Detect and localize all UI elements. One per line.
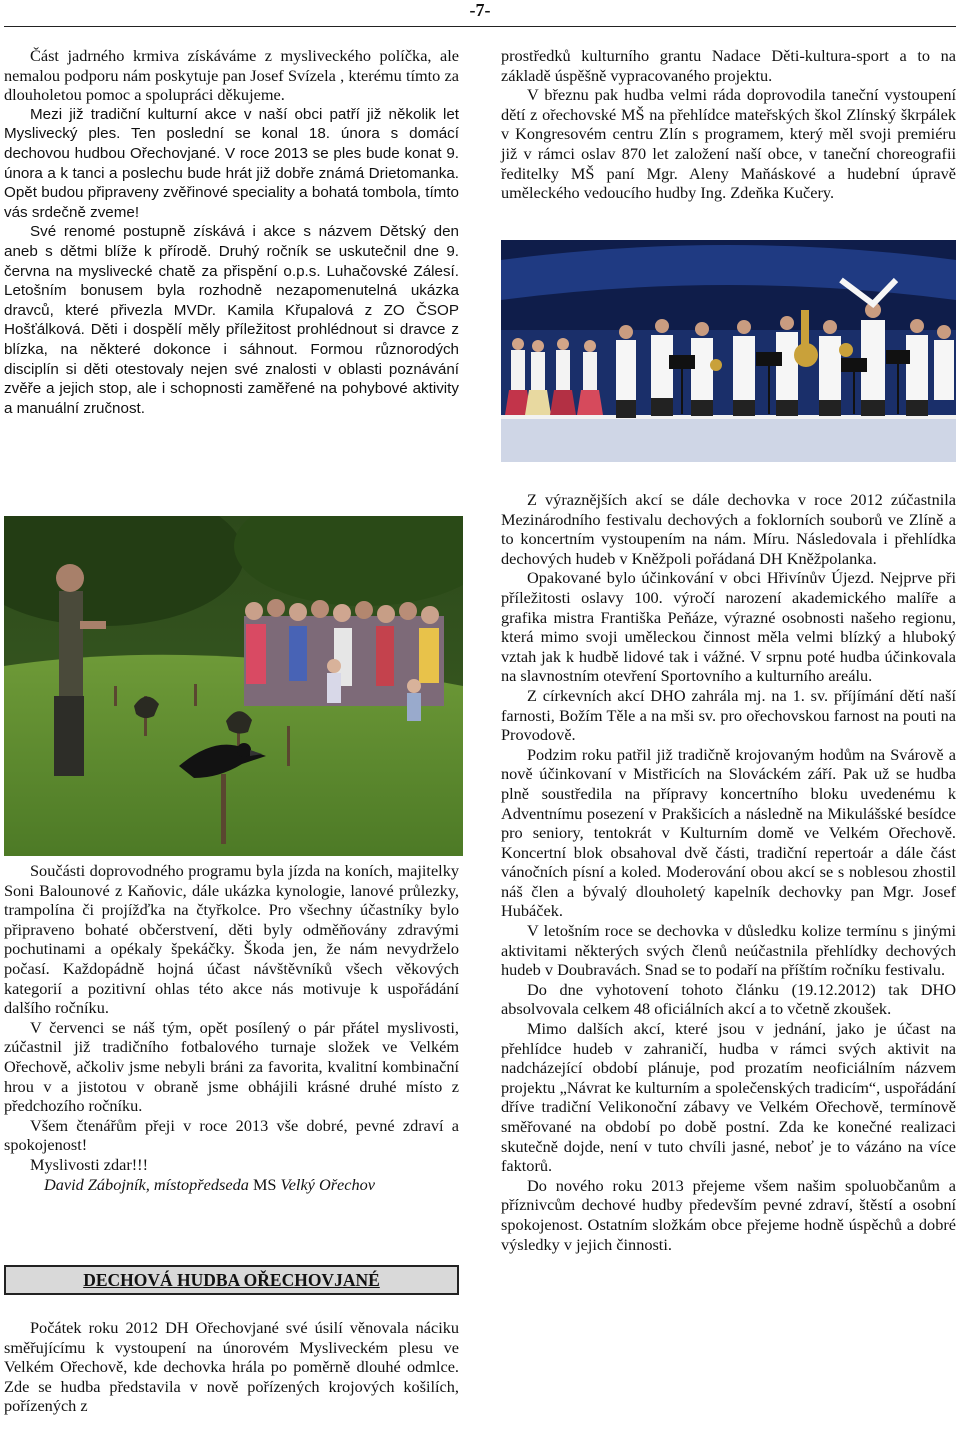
left-column-after-headline bbox=[4, 1318, 459, 1416]
signature-org: MS bbox=[252, 1174, 277, 1194]
paragraph: Své renomé postupně získává i akce s názvem Dětský den aneb s dětmi blíže k přírodě. Druhý ročník se uskutečnil dne 9. června na myslivecké chatě za přispění o.p.s. Luhačovské Zálesí. Letošním bonusem byla rozhodně nezapomenutelná ukázka dravců, které přivezla MVDr. Kamila Křupalová z ZO ČSOP Hošťálková. Děti i dospělí měly příležitost prohlédnout si dravce z blízka, na některé dokonce i sáhnout. Formou různorodých disciplín si děti otestovaly nejen své znalosti v oblasti poznávání zvěře a jejich stop, ale i schopnosti zaměřené na pohybové aktivity a manuální zručnost. bbox=[4, 223, 459, 417]
signature-name: David Zábojník, místopředseda bbox=[44, 1174, 253, 1194]
left-column-bottom bbox=[4, 861, 459, 1194]
paragraph: Všem čtenářům přeji v roce 2013 vše dobré, pevné zdraví a spokojenost! bbox=[4, 1115, 459, 1155]
left-column-top bbox=[4, 46, 459, 418]
paragraph: prostředků kulturního grantu Nadace Děti-kultura-sport a to na základě úspěšně vypracovaného projektu. bbox=[501, 46, 956, 85]
paragraph: Podzim roku patřil již tradičně krojovaným hodům na Svárově a nově účinkovaní v Mistřicích na Slováckém září. Pak už se hudba plně soustředila na přípravy koncertního bloku uvedenému k Adventnímu posezení v Prakšicích a následně na Mikulášské besídce pro seniory, tentokrát v Kulturním domě ve Velkém Ořechově. Koncertní blok obsahoval dvě části, tradiční repertoár a dále část vánočních písní a koled. Moderování obou akcí se s noblesou zhostil náš člen a bývalý dlouholetý kapelník dechovky pan Mgr. Josef Hubáček. bbox=[501, 744, 956, 921]
section-headline: DECHOVÁ HUDBA OŘECHOVJANÉ bbox=[4, 1265, 459, 1295]
paragraph: Součásti doprovodného programu byla jízda na koních, majitelky Soni Balounové z Kaňovic, dále ukázka kynologie, lanové průlezky, trampolína či projížďka na čtyřkolce. Pro všechny účastníky bylo připraveno bohaté občerstvení, děti byly odměňovány zdravými pochutinami a opékaly špekáčky. Škoda jen, že nám nevydrželo počasí. Každopádně hojná účast návštěvníků všech věkových kategorií a pozitivní ohlas této akce nás motivuje k uspořádání dalšího ročníku. bbox=[4, 861, 459, 1018]
birds-of-prey-photo bbox=[4, 516, 463, 856]
paragraph: Počátek roku 2012 DH Ořechovjané své úsilí věnovala náciku směřujícímu k vystoupení na únorovém Mysliveckém plesu ve Velkém Ořechově, kde dechovka hrála po poměrně dlouhé odmlce. Zde se hudba představila v nově pořízených krojových košilích, pořízených z bbox=[4, 1318, 459, 1416]
paragraph: Z výraznějších akcí se dále dechovka v roce 2012 zúčastnila Mezinárodního festivalu dechových a foklorních souborů ve Zlíně a to koncertním vystoupením na nám. Míru. Následovala i přehlídka dechových hudeb v Kněžpoli pořádaná DH Kněžpolanka. bbox=[501, 490, 956, 568]
paragraph: V letošním roce se dechovka v důsledku kolize termínu s jinými aktivitami některých svých členů neúčastnila přehlídky dechových hudeb v Doubravách. Snad se to podaří na příštím ročníku festivalu. bbox=[501, 921, 956, 980]
paragraph: Opakované bylo účinkování v obci Hřivínův Újezd. Nejprve při příležitosti oslavy 100. výročí narození akademického malíře a grafika mistra Františka Peňáze, výrazné osobnosti našeho regionu, která mimo svoji uměleckou činnost měla velmi blízký a hluboký vztah jak k hudbě lidové tak i vážné. V srpnu poté hudba účinkovala na slavnostním otevření Sportovního a kulturního areálu. bbox=[501, 568, 956, 686]
paragraph: Do nového roku 2013 přejeme všem našim spoluobčanům a příznivcům dechové hudby především pevné zdraví, štěstí a osobní spokojenost. Ostatním složkám obce přejeme hodně úspěchů a dobré výsledky v jejich činnosti. bbox=[501, 1175, 956, 1254]
paragraph: Myslivosti zdar!!! bbox=[30, 1154, 149, 1174]
brass-band-concert-photo bbox=[501, 240, 956, 462]
signature-place: Velký Ořechov bbox=[276, 1174, 376, 1194]
paragraph: Mimo dalších akcí, které jsou v jednání, jako je účast na přehlídce hudeb v zahraničí, hudba v rámci svých aktivit na nadcházející období plánuje, pod prozatím neoficiálním názvem projektu „Návrat ke kulturním a společenských tradicím“, uspořádání dříve tradiční Velikonoční zábavy ve Velkém Ořechově, termínově směřované na období po době postní. Zda ke konečné realizaci skutečně dojde, není v tuto chvíli jasné, neboť je to vázáno na více faktorů. bbox=[501, 1019, 956, 1176]
paragraph: Mezi již tradiční kulturní akce v naší obci patří již několik let Myslivecký ples. Ten poslední se konal 18. února s domácí dechovou hudbou Ořechovjané. V roce 2013 se ples bude konat 9. února a k tanci a poslechu bude hrát již dobře známá Drietomanka. Opět budou připraveny zvěřinové speciality a bohatá tombola, tímto vás srdečně zveme! bbox=[4, 105, 459, 221]
paragraph: Z církevních akcí DHO zahrála mj. na 1. sv. příjímání dětí naší farnosti, Božím Těle a na mši sv. pro ořechovskou farnost na pouti na Provodově. bbox=[501, 685, 956, 745]
right-column-bottom bbox=[501, 490, 956, 1254]
paragraph: V březnu pak hudba velmi ráda doprovodila taneční vystoupení dětí z ořechovské MŠ na přehlídce mateřských škol Zlínský škrpálek v Kongresovém centru Zlín s programem, který měl svoji premiéru již v rámci oslav 870 let založení naší obce, v taneční choreografii ředitelky MŠ paní Mgr. Aleny Maňáskové a hudební úpravě uměleckého vedoucího hudby Ing. Zdeňka Kučery. bbox=[501, 85, 956, 203]
paragraph: Do dne vyhotovení tohoto článku (19.12.2012) tak DHO absolvovala celkem 48 oficiálních akcí a to včetně zkoušek. bbox=[501, 979, 956, 1019]
header-rule bbox=[4, 26, 956, 27]
paragraph: Část jadrného krmiva získáváme z mysliveckého políčka, ale nemalou podporu nám poskytuje pan Josef Svízela , kterému tímto za dlouholetou pomoc a spolupráci děkujeme. bbox=[4, 46, 459, 105]
paragraph: V červenci se náš tým, opět posílený o pár přátel myslivosti, zúčastnil již tradičního fotbalového turnaje složek ve Velkém Ořechově, ačkoliv jsme nebyli bráni za favorita, kvalitní kombinační hrou v a jistotou v obraně jsme obhájili krásné druhé místo z předchozího ročníku. bbox=[4, 1017, 459, 1116]
right-column-top bbox=[501, 46, 956, 203]
signature bbox=[4, 1175, 459, 1195]
page-number: -7- bbox=[469, 0, 491, 20]
